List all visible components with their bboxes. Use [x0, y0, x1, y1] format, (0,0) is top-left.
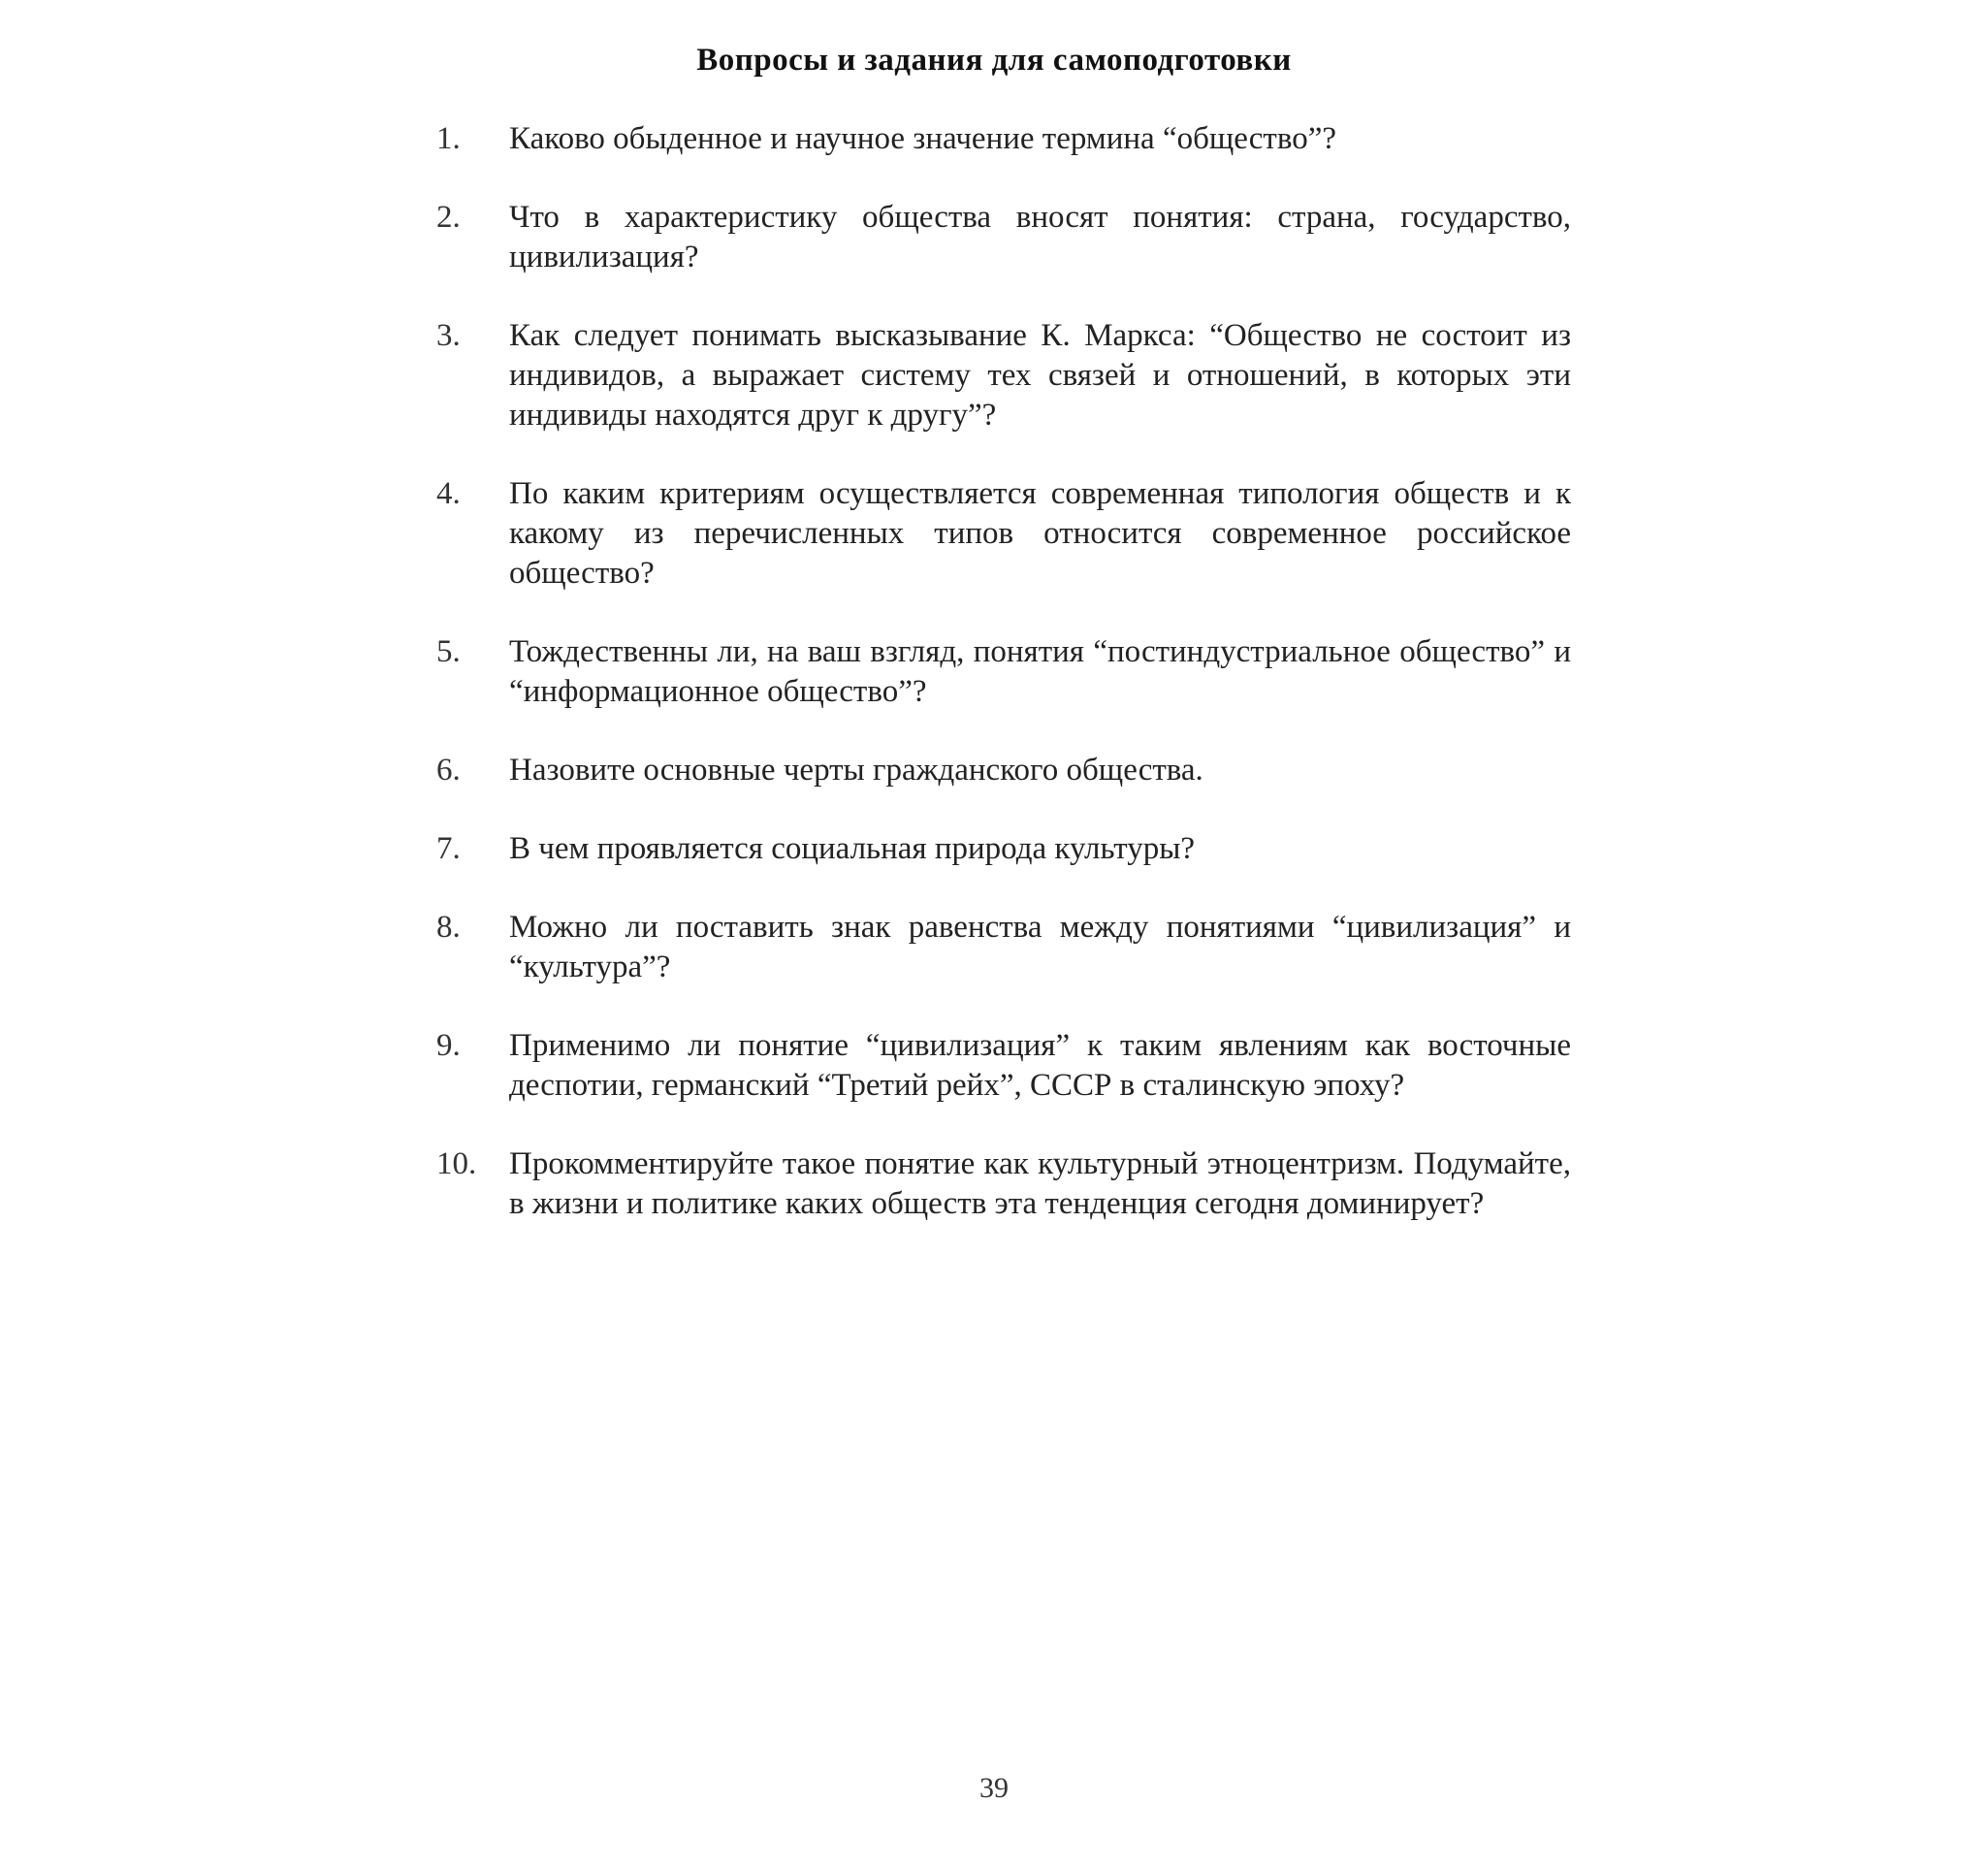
question-number: 10.	[436, 1146, 477, 1181]
question-text: Как следует понимать высказывание К. Маркса: “Общество не состоит из индивидов, а выражает систему тех связей и отношений, в которых эти индивиды находятся друг к другу”?	[509, 318, 1571, 433]
question-item	[436, 1144, 1571, 1224]
question-item	[436, 908, 1571, 987]
page-title: Вопросы и задания для самоподготовки	[696, 43, 1292, 78]
page-number: 39	[979, 1772, 1009, 1804]
question-number: 3.	[436, 318, 461, 353]
question-text: По каким критериям осуществляется современная типология обществ и к какому из перечисленных типов относится современное российское общество?	[509, 476, 1571, 591]
question-list	[436, 119, 1571, 1263]
question-text: Прокомментируйте такое понятие как культурный этноцентризм. Подумайте, в жизни и политике каких обществ эта тенденция сегодня доминирует?	[509, 1146, 1571, 1221]
question-number: 9.	[436, 1028, 461, 1063]
question-text: Можно ли поставить знак равенства между понятиями “цивилизация” и “культура”?	[509, 910, 1571, 984]
question-number: 1.	[436, 121, 461, 156]
question-number: 5.	[436, 634, 461, 669]
question-text: В чем проявляется социальная природа культуры?	[509, 831, 1196, 866]
question-number: 8.	[436, 910, 461, 945]
question-text: Назовите основные черты гражданского общества.	[509, 753, 1203, 788]
question-item	[436, 751, 1571, 790]
question-text: Что в характеристику общества вносят понятия: страна, государство, цивилизация?	[509, 200, 1571, 274]
question-text: Каково обыденное и научное значение термина “общество”?	[509, 121, 1336, 156]
question-item	[436, 316, 1571, 435]
question-number: 6.	[436, 753, 461, 788]
question-item	[436, 1026, 1571, 1106]
question-item	[436, 198, 1571, 277]
question-item	[436, 119, 1571, 159]
question-number: 7.	[436, 831, 461, 866]
question-number: 4.	[436, 476, 461, 511]
question-item	[436, 632, 1571, 712]
question-text: Тождественны ли, на ваш взгляд, понятия “постиндустриальное общество” и “информационное общество”?	[509, 634, 1571, 709]
question-item	[436, 474, 1571, 594]
question-number: 2.	[436, 200, 461, 235]
question-text: Применимо ли понятие “цивилизация” к таким явлениям как восточные деспотии, германский “Третий рейх”, СССР в сталинскую эпоху?	[509, 1028, 1571, 1103]
question-item	[436, 829, 1571, 869]
